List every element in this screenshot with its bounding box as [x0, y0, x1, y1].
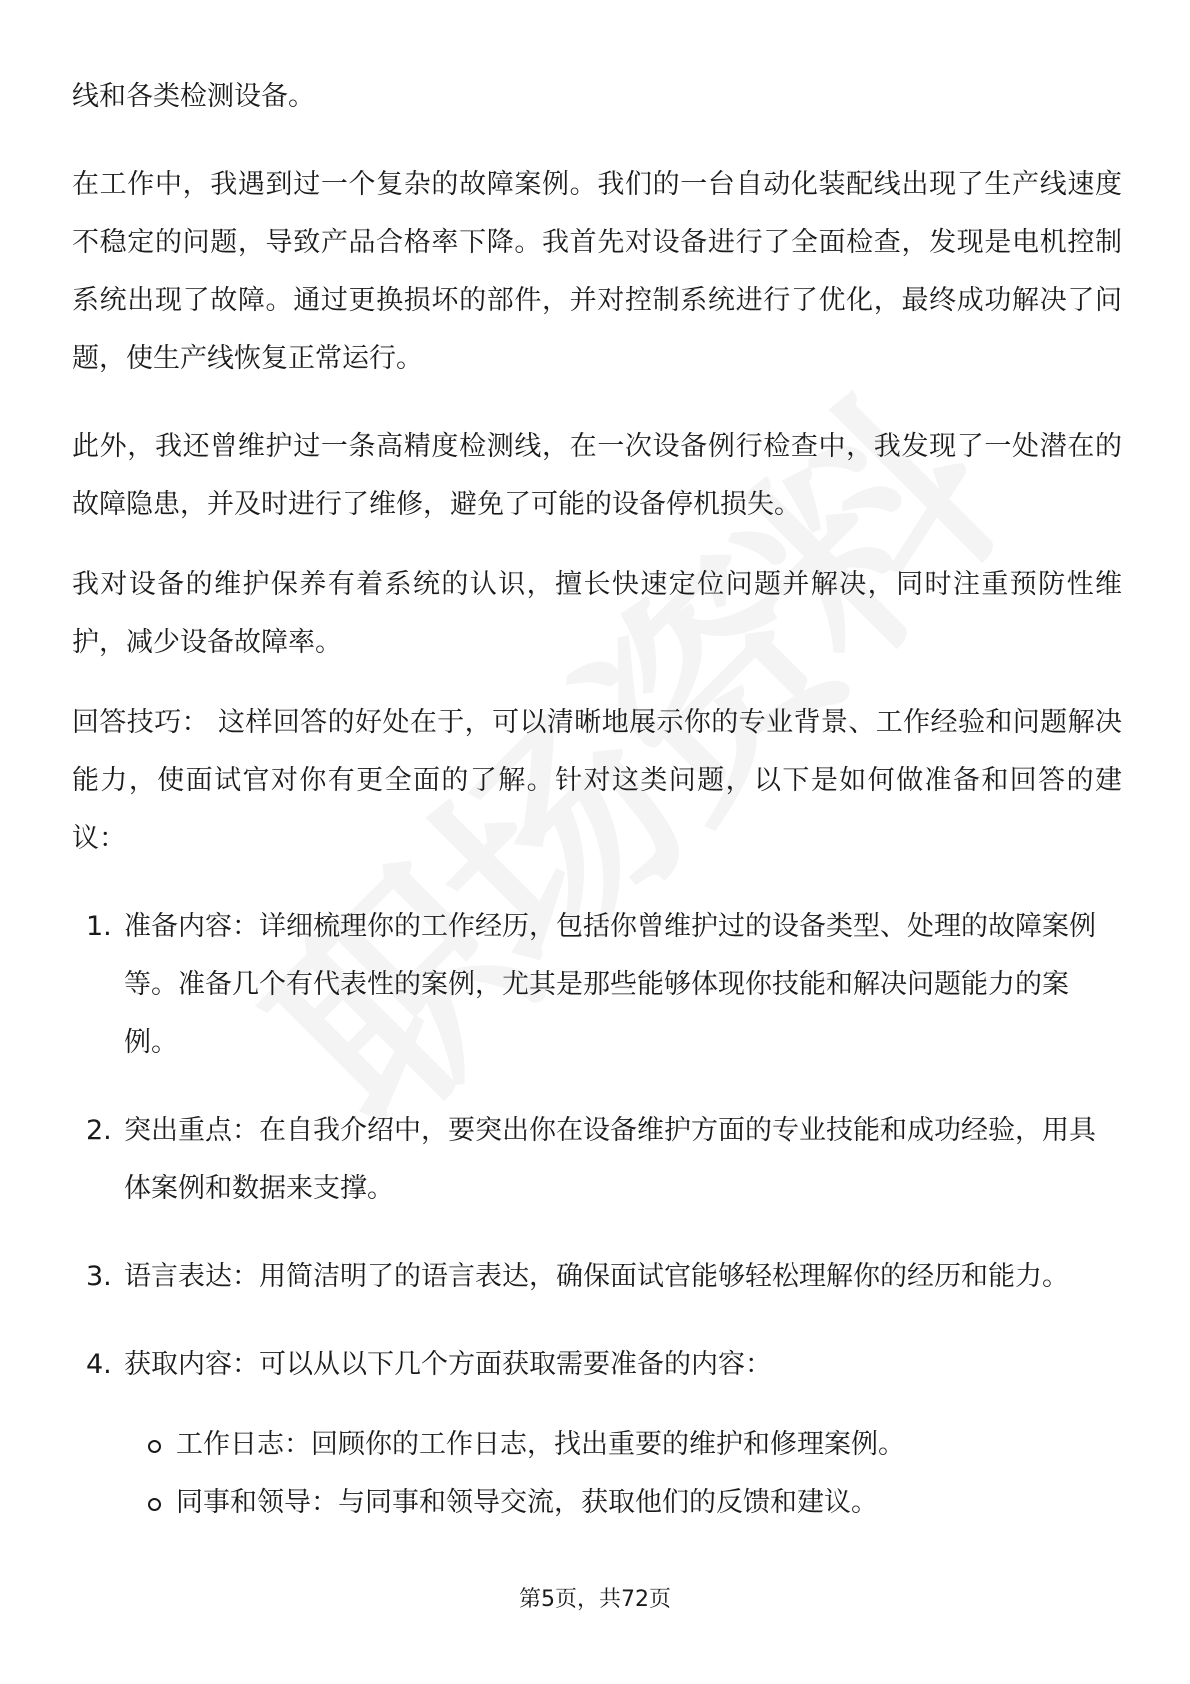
sub-item-text: 工作日志：回顾你的工作日志，找出重要的维护和修理案例。: [176, 1429, 905, 1460]
tip-item-4: [72, 1336, 1122, 1394]
tip-text: 获取内容：可以从以下几个方面获取需要准备的内容：: [124, 1349, 772, 1380]
circle-bullet-icon: [148, 1440, 161, 1453]
tip-number: 3.: [86, 1261, 112, 1292]
sub-item-work-log: [72, 1416, 1122, 1474]
paragraph-continued: 线和各类检测设备。: [72, 81, 315, 112]
tip-number: 4.: [86, 1349, 112, 1380]
sub-item-colleagues: [72, 1474, 1122, 1532]
sub-item-text: 同事和领导：与同事和领导交流，获取他们的反馈和建议。: [176, 1487, 878, 1518]
paragraph-fault-case: 在工作中，我遇到过一个复杂的故障案例。我们的一台自动化装配线出现了生产线速度不稳定的问题，导致产品合格率下降。我首先对设备进行了全面检查，发现是电机控制系统出现了故障。通过更换损坏的部件，并对控制系统进行了优化，最终成功解决了问题，使生产线恢复正常运行。: [72, 169, 1122, 374]
paragraph-inspection-line: 此外，我还曾维护过一条高精度检测线，在一次设备例行检查中，我发现了一处潜在的故障隐患，并及时进行了维修，避免了可能的设备停机损失。: [72, 431, 1122, 520]
tip-text: 语言表达：用简洁明了的语言表达，确保面试官能够轻松理解你的经历和能力。: [124, 1261, 1069, 1292]
paragraph-maintenance-knowledge: 我对设备的维护保养有着系统的认识，擅长快速定位问题并解决，同时注重预防性维护，减少设备故障率。: [72, 569, 1122, 658]
sources-sublist: [72, 1416, 1122, 1532]
tip-item-3: [72, 1248, 1122, 1306]
tip-number: 2.: [86, 1115, 112, 1146]
tip-text: 准备内容：详细梳理你的工作经历，包括你曾维护过的设备类型、处理的故障案例等。准备几个有代表性的案例，尤其是那些能够体现你技能和解决问题能力的案例。: [124, 911, 1096, 1058]
page-content: [72, 68, 1122, 1532]
tip-text: 突出重点：在自我介绍中，要突出你在设备维护方面的专业技能和成功经验，用具体案例和数据来支撑。: [124, 1115, 1096, 1204]
circle-bullet-icon: [148, 1498, 161, 1511]
tip-number: 1.: [86, 911, 112, 942]
tips-list: [72, 898, 1122, 1394]
tip-item-2: [72, 1102, 1122, 1218]
paragraph-answer-tips: 回答技巧： 这样回答的好处在于，可以清晰地展示你的专业背景、工作经验和问题解决能力，使面试官对你有更全面的了解。针对这类问题，以下是如何做准备和回答的建议：: [72, 707, 1122, 854]
tip-item-1: [72, 898, 1122, 1072]
page-number-footer: 第5页，共72页: [519, 1587, 671, 1612]
